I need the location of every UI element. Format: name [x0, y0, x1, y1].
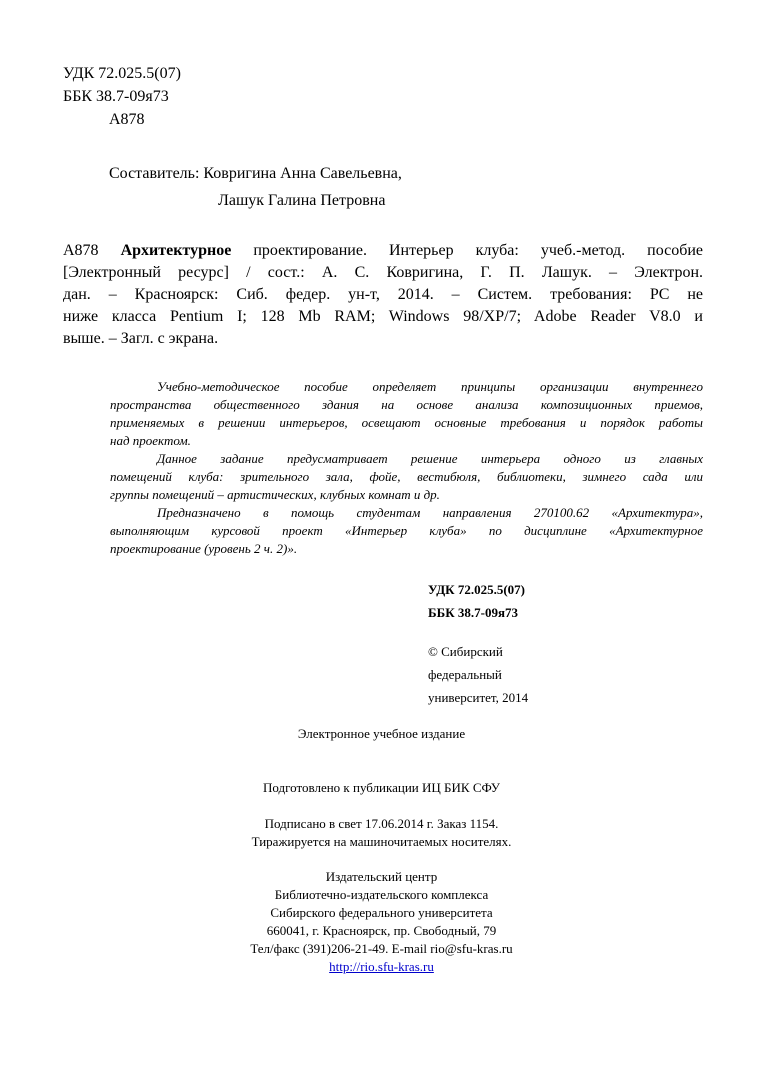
replication-note: Тиражируется на машиночитаемых носителях.: [251, 834, 512, 849]
biblio-line-1-rest: проектирование. Интерьер клуба: учеб.-метод. пособие: [253, 242, 704, 259]
copyright-block: [428, 642, 528, 707]
biblio-line-3: дан. – Красноярск: Сиб. федер. ун-т, 2014. – Систем. требования: PC не: [63, 286, 703, 303]
signed-note: Подписано в свет 17.06.2014 г. Заказ 1154.: [264, 816, 499, 831]
classification-bbk: ББК 38.7-09я73: [428, 605, 518, 620]
annotation-p2-line-3: группы помещений – артистических, клубных комнат и др.: [110, 487, 440, 502]
annotation-p2-line-1: Данное задание предусматривает решение интерьера одного из главных: [157, 451, 703, 466]
annotation-p3-line-1: Предназначено в помощь студентам направления 270100.62 «Архитектура»,: [157, 505, 703, 520]
copyright-line-1: © Сибирский: [428, 644, 503, 659]
publisher-line-3: Сибирского федерального университета: [270, 905, 493, 920]
annotation: [110, 378, 703, 558]
compilers-line-2: Лашук Галина Петровна: [218, 192, 386, 209]
biblio-title: Архитектурное: [120, 242, 232, 259]
header-udk: УДК 72.025.5(07): [63, 65, 181, 82]
publisher-line-4: 660041, г. Красноярск, пр. Свободный, 79: [266, 923, 497, 938]
publisher-url-link[interactable]: http://rio.sfu-kras.ru: [329, 959, 434, 974]
publisher-line-5: Тел/факс (391)206-21-49. E-mail rio@sfu-kras.ru: [250, 941, 513, 956]
annotation-p2-line-2: помещений клуба: зрительного зала, фойе, вестибюля, библиотеки, зимнего сада или: [110, 469, 703, 484]
compilers-line-1: Составитель: Ковригина Анна Савельевна,: [109, 165, 402, 182]
biblio-line-5: выше. – Загл. с экрана.: [63, 330, 219, 347]
header-code: А878: [109, 111, 145, 128]
biblio-line-1: [63, 240, 703, 262]
annotation-p3-line-3: проектирование (уровень 2 ч. 2)».: [110, 541, 298, 556]
biblio-code: А878: [63, 242, 99, 259]
annotation-p3-line-2: выполняющим курсовой проект «Интерьер клуба» по дисциплине «Архитектурное: [110, 523, 703, 538]
biblio-line-4: ниже класса Pentium I; 128 Mb RAM; Windows 98/XP/7; Adobe Reader V8.0 и: [63, 308, 703, 325]
prepared-note: Подготовлено к публикации ИЦ БИК СФУ: [263, 780, 500, 795]
annotation-p1-line-4: над проектом.: [110, 433, 191, 448]
publisher-line-1: Издательский центр: [325, 869, 438, 884]
biblio-line-2: [Электронный ресурс] / сост.: А. С. Ковригина, Г. П. Лашук. – Электрон.: [63, 264, 703, 281]
classification-udk: УДК 72.025.5(07): [428, 582, 526, 597]
header-bbk: ББК 38.7-09я73: [63, 88, 169, 105]
edition-type: Электронное учебное издание: [297, 726, 466, 741]
annotation-p1-line-1: Учебно-методическое пособие определяет принципы организации внутреннего: [157, 379, 703, 394]
annotation-p1-line-3: применяемых в решении интерьеров, освещают основные требования и порядок работы: [110, 415, 703, 430]
copyright-line-2: федеральный: [428, 667, 502, 682]
annotation-p1-line-2: пространства общественного здания на основе анализа композиционных приемов,: [110, 397, 703, 412]
bibliographic-record: [63, 240, 703, 350]
copyright-line-3: университет, 2014: [428, 690, 529, 705]
publisher-url-row: [0, 958, 763, 976]
publisher-line-2: Библиотечно-издательского комплекса: [274, 887, 489, 902]
